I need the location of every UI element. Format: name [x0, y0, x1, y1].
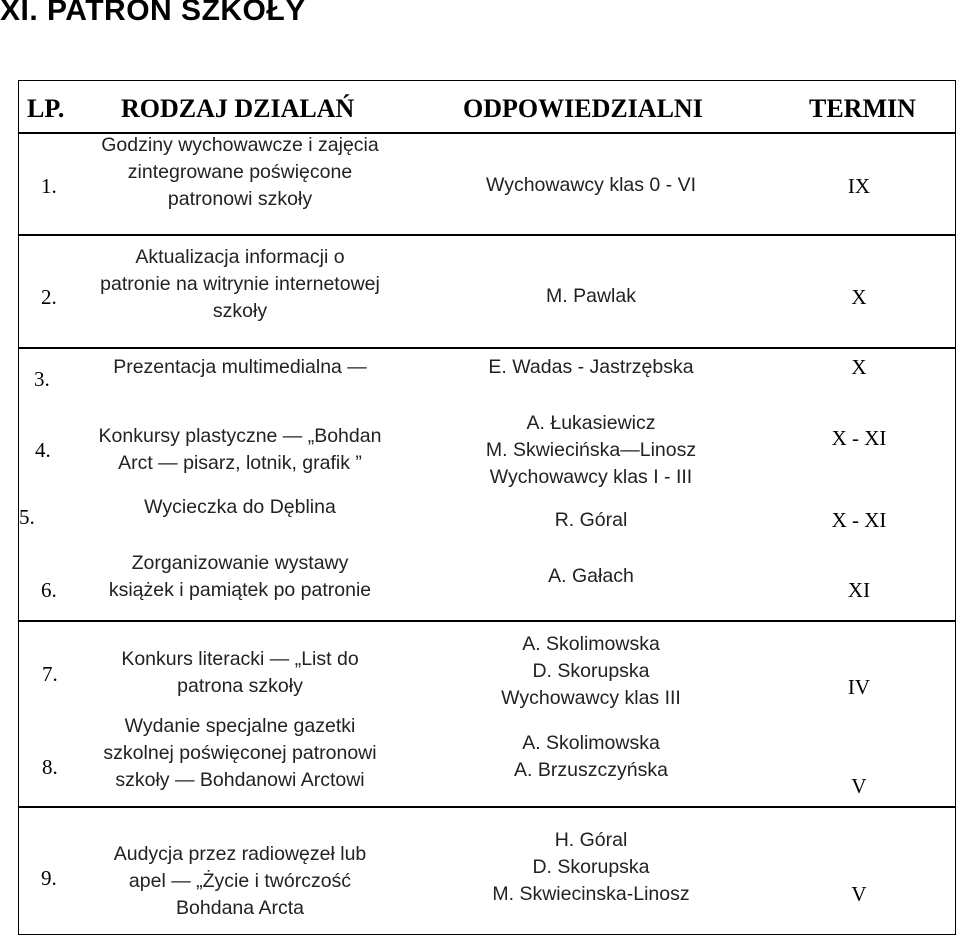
row-divider	[19, 234, 955, 236]
responsible-cell: Wychowawcy klas 0 - VI	[485, 174, 697, 196]
row-number: 6.	[41, 578, 57, 602]
row-divider	[19, 620, 955, 622]
term-cell: X - XI	[831, 508, 887, 532]
patron-activities-table	[18, 80, 956, 935]
row-number: 3.	[34, 367, 50, 391]
term-cell: V	[851, 774, 867, 798]
row-number: 5.	[19, 505, 35, 529]
activity-cell: Aktualizacja informacji o patronie na witrynie internetowej szkoły	[100, 246, 380, 322]
header-activity: RODZAJ DZIALAŃ	[121, 94, 355, 123]
section-heading: XI. PATRON SZKOŁY	[0, 0, 306, 27]
term-cell: V	[851, 882, 867, 906]
responsible-cell: E. Wadas - Jastrzębska	[488, 356, 694, 378]
activity-cell: Konkurs literacki ― „List do patrona szkoły	[121, 648, 359, 697]
row-divider	[19, 347, 955, 349]
activity-cell: Prezentacja multimedialna ―	[113, 356, 367, 378]
row-number: 4.	[35, 438, 51, 462]
responsible-cell: A. Skolimowska D. Skorupska Wychowawcy klas III	[501, 633, 681, 709]
activity-cell: Wydanie specjalne gazetki szkolnej poświęconej patronowi szkoły ― Bohdanowi Arctowi	[103, 715, 377, 791]
header-lp: LP.	[27, 94, 65, 123]
activity-cell: Konkursy plastyczne ― „Bohdan Arct ― pisarz, lotnik, grafik ”	[98, 425, 382, 474]
term-cell: XI	[847, 578, 871, 602]
row-number: 2.	[41, 285, 57, 309]
activity-cell: Wycieczka do Dęblina	[144, 496, 336, 518]
responsible-cell: H. Góral D. Skorupska M. Skwiecinska-Linosz	[492, 829, 690, 905]
activity-cell: Godziny wychowawcze i zajęcia zintegrowane poświęcone patronowi szkoły	[101, 134, 379, 210]
term-cell: X	[851, 355, 867, 379]
responsible-cell: A. Łukasiewicz M. Skwiecińska―Linosz Wychowawcy klas I - III	[485, 412, 697, 488]
responsible-cell: R. Góral	[554, 509, 628, 531]
header-responsible: ODPOWIEDZIALNI	[463, 94, 703, 123]
activity-cell: Zorganizowanie wystawy książek i pamiątek po patronie	[108, 552, 372, 601]
responsible-cell: M. Pawlak	[546, 285, 636, 307]
term-cell: X - XI	[831, 426, 887, 450]
row-number: 9.	[41, 866, 57, 890]
row-number: 1.	[41, 174, 57, 198]
row-number: 7.	[42, 662, 58, 686]
term-cell: IX	[847, 174, 871, 198]
term-cell: IV	[847, 675, 871, 699]
activity-cell: Audycja przez radiowęzeł lub apel ― „Życie i twórczość Bohdana Arcta	[113, 843, 367, 919]
responsible-cell: A. Skolimowska A. Brzuszczyńska	[514, 732, 668, 781]
responsible-cell: A. Gałach	[548, 565, 634, 587]
row-number: 8.	[42, 755, 58, 779]
row-divider	[19, 806, 955, 808]
term-cell: X	[851, 285, 867, 309]
header-term: TERMIN	[809, 94, 916, 123]
